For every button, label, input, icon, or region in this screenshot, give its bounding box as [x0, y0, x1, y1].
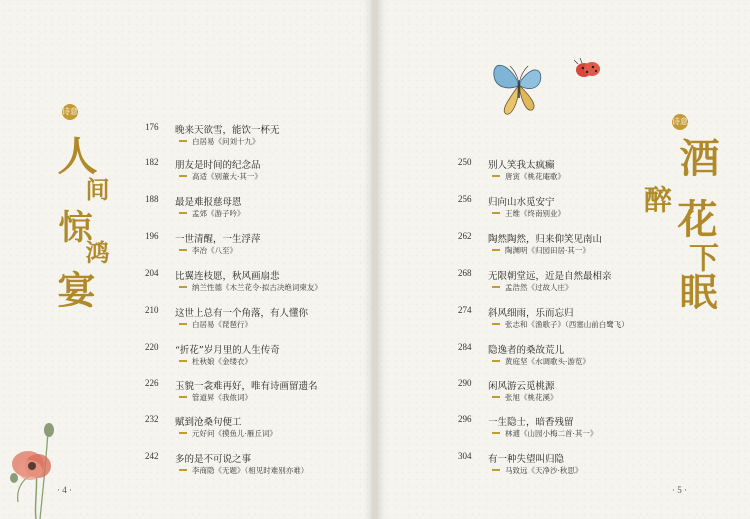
poetry-badge: 诗意 — [672, 114, 688, 130]
entry-title: 无限朝堂远，近是自然最相亲 — [488, 271, 612, 282]
entry-title: 这世上总有一个角落，有人懂你 — [175, 308, 309, 319]
entry-marker — [179, 396, 187, 398]
entry-title: 斜风细雨，乐而忘归 — [488, 308, 574, 319]
entry-marker — [179, 360, 187, 362]
entry-title: 一生隐士，暗香残留 — [488, 417, 574, 428]
entry-source: 孟浩然《过故人庄》 — [505, 283, 573, 292]
entry-source: 元好问《摸鱼儿·雁丘词》 — [192, 429, 277, 438]
entry-marker — [179, 249, 187, 251]
entry-page-number: 290 — [458, 378, 472, 388]
entry-marker — [179, 323, 187, 325]
entry-title: 别人笑我太疯癫 — [488, 160, 555, 171]
left-page — [0, 0, 372, 519]
entry-marker — [492, 360, 500, 362]
title-char-5: 宴 — [51, 270, 96, 314]
entry-page-number: 196 — [145, 231, 159, 241]
entry-marker — [492, 212, 500, 214]
entry-marker — [492, 396, 500, 398]
entry-page-number: 182 — [145, 157, 159, 167]
entry-title: 陶然陶然，归来仰笑见南山 — [488, 234, 603, 245]
entry-page-number: 176 — [145, 122, 159, 132]
entry-marker — [179, 212, 187, 214]
title-char-3: 惊 — [52, 209, 92, 249]
title-char-5: 眠 — [673, 272, 718, 316]
entry-page-number: 188 — [145, 194, 159, 204]
entry-source: 杜秋娘《金缕衣》 — [192, 357, 252, 366]
entry-source: 张旭《桃花溪》 — [505, 393, 558, 402]
entry-marker — [492, 286, 500, 288]
entry-source: 陶渊明《归园田居·其一》 — [505, 246, 590, 255]
entry-page-number: 242 — [145, 451, 159, 461]
entry-title: 朋友是时间的纪念品 — [175, 160, 261, 171]
page-number: · 4 · — [57, 485, 72, 495]
entry-page-number: 220 — [145, 342, 159, 352]
entry-page-number: 268 — [458, 268, 472, 278]
title-char-1: 人 — [51, 135, 98, 181]
title-char-2: 醉 — [640, 185, 673, 219]
entry-page-number: 232 — [145, 414, 159, 424]
entry-title: 玉貌一衾难再好，唯有诗画留遗名 — [175, 381, 318, 392]
entry-marker — [179, 140, 187, 142]
entry-title: 有一种失望叫归隐 — [488, 454, 565, 465]
entry-marker — [492, 323, 500, 325]
entry-title: 晚来天欲雪，能饮一杯无 — [175, 125, 280, 136]
entry-source: 孟郊《游子吟》 — [192, 209, 245, 218]
entry-title: “折花”岁月里的人生传奇 — [175, 345, 280, 356]
title-char-3: 花 — [671, 198, 718, 244]
entry-marker — [179, 469, 187, 471]
poetry-badge: 诗意 — [62, 104, 78, 120]
entry-marker — [492, 249, 500, 251]
entry-title: 赋到沧桑句便工 — [175, 417, 242, 428]
entry-source: 马致远《天净沙·秋思》 — [505, 466, 583, 475]
entry-marker — [492, 175, 500, 177]
entry-page-number: 204 — [145, 268, 159, 278]
entry-marker — [492, 432, 500, 434]
entry-source: 白居易《问刘十九》 — [192, 137, 260, 146]
entry-marker — [492, 469, 500, 471]
entry-marker — [179, 286, 187, 288]
entry-source: 李冶《八至》 — [192, 246, 237, 255]
page-number: · 5 · — [672, 485, 687, 495]
butterfly-illustration — [488, 52, 548, 122]
entry-source: 唐寅《桃花庵歌》 — [505, 172, 565, 181]
entry-page-number: 296 — [458, 414, 472, 424]
entry-source: 白居易《琵琶行》 — [192, 320, 252, 329]
entry-source: 纳兰性德《木兰花令·拟古决绝词柬友》 — [192, 283, 322, 292]
ladybug-illustration — [574, 58, 602, 80]
entry-source: 张志和《渔歌子》（西塞山前白鹭飞） — [505, 320, 629, 329]
entry-title: 隐逸者的桑故荒儿 — [488, 345, 565, 356]
entry-page-number: 284 — [458, 342, 472, 352]
poppy-flower-illustration — [8, 420, 68, 519]
entry-page-number: 256 — [458, 194, 472, 204]
entry-title: 最是难报慈母恩 — [175, 197, 242, 208]
entry-page-number: 304 — [458, 451, 472, 461]
entry-title: 归向山水觅安宁 — [488, 197, 555, 208]
entry-marker — [179, 432, 187, 434]
entry-source: 李商隐《无题》（相见时难别亦难） — [192, 466, 309, 475]
entry-source: 黄庭坚《水调歌头·游览》 — [505, 357, 590, 366]
entry-title: 闲风游云觅桃源 — [488, 381, 555, 392]
title-char-4: 下 — [683, 242, 718, 278]
entry-page-number: 274 — [458, 305, 472, 315]
entry-page-number: 210 — [145, 305, 159, 315]
entry-title: 多的是不可说之事 — [175, 454, 252, 465]
title-char-1: 酒 — [673, 137, 720, 183]
entry-page-number: 250 — [458, 157, 472, 167]
entry-source: 管道昇《我侬词》 — [192, 393, 252, 402]
title-char-2: 间 — [81, 177, 110, 207]
entry-title: 比翼连枝愿，秋风画扇悲 — [175, 271, 280, 282]
entry-page-number: 262 — [458, 231, 472, 241]
entry-source: 王维《终南别业》 — [505, 209, 565, 218]
entry-title: 一世清醒，一生浮萍 — [175, 234, 261, 245]
entry-marker — [179, 175, 187, 177]
entry-source: 林逋《山园小梅二首·其一》 — [505, 429, 598, 438]
entry-source: 高适《别董大·其一》 — [192, 172, 262, 181]
right-page — [378, 0, 750, 519]
title-char-4: 鸿 — [81, 240, 110, 270]
entry-page-number: 226 — [145, 378, 159, 388]
